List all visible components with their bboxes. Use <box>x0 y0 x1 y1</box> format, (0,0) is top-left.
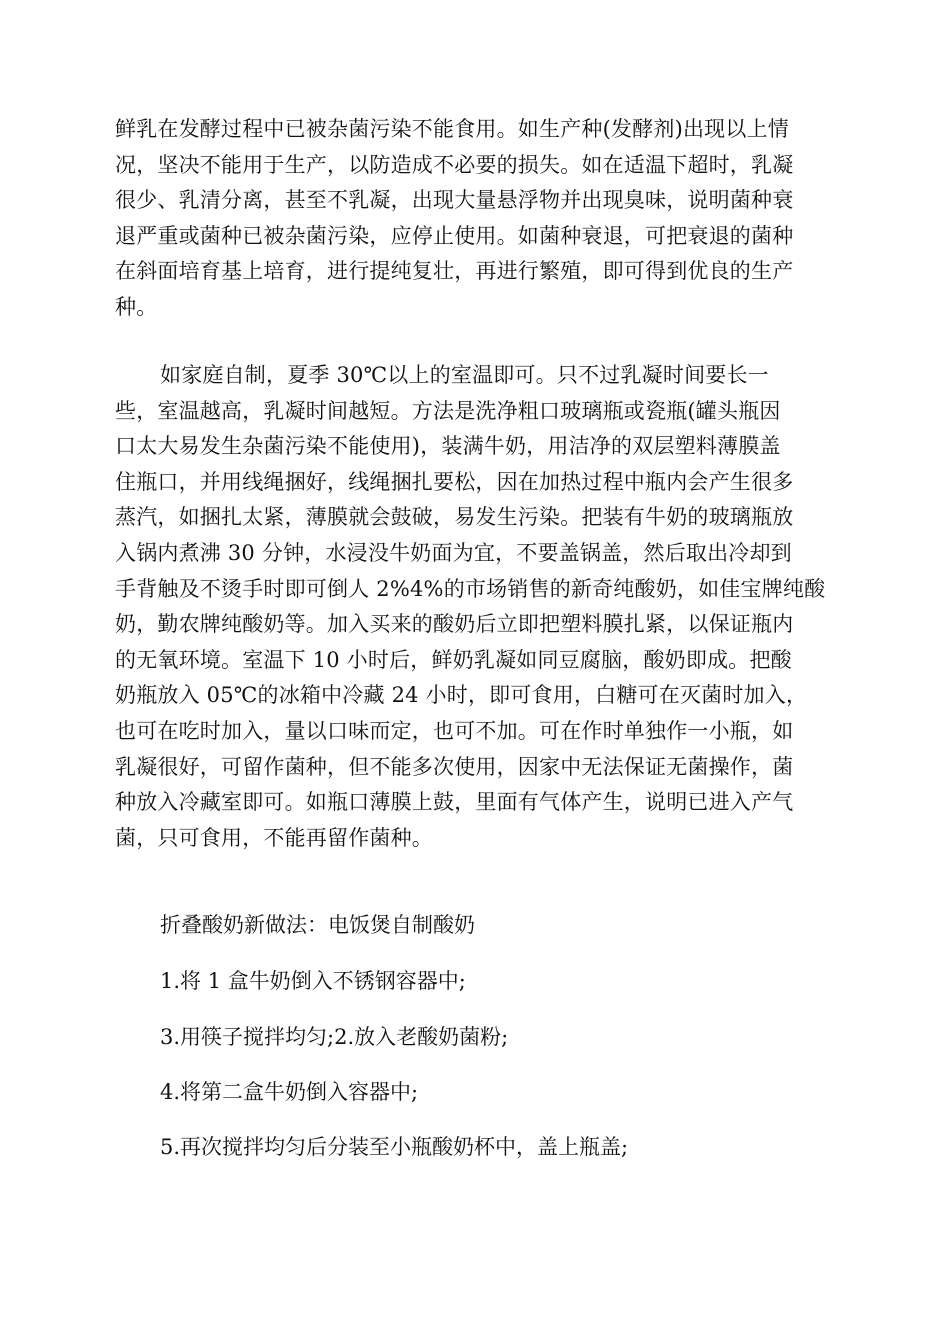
section-heading: 折叠酸奶新做法：电饭煲自制酸奶 <box>160 913 475 937</box>
text-line: 口太大易发生杂菌污染不能使用)，装满牛奶，用洁净的双层塑料薄膜盖 <box>115 434 781 459</box>
text-line: 菌，只可食用，不能再留作菌种。 <box>115 825 433 850</box>
text-line: 在斜面培育基上培育，进行提纯复壮，再进行繁殖，即可得到优良的生产 <box>115 259 794 284</box>
text-line: 乳凝很好，可留作菌种，但不能多次使用，因家中无法保证无菌操作，菌 <box>115 754 794 779</box>
text-line: 的无氧环境。室温下 10 小时后，鲜奶乳凝如同豆腐脑，酸奶即成。把酸 <box>115 647 792 672</box>
text-line: 些，室温越高，乳凝时间越短。方法是洗净粗口玻璃瓶或瓷瓶(罐头瓶因 <box>115 398 781 423</box>
paragraph-home-method <box>115 358 835 856</box>
text-line: 奶瓶放入 05℃的冰箱中冷藏 24 小时，即可食用，白糖可在灭菌时加入， <box>115 683 808 708</box>
text-line: 很少、乳清分离，甚至不乳凝，出现大量悬浮物并出现臭味，说明菌种衰 <box>115 188 794 213</box>
step-item: 3.用筷子搅拌均匀;2.放入老酸奶菌粉; <box>160 1025 509 1049</box>
text-line: 种放入冷藏室即可。如瓶口薄膜上鼓，里面有气体产生，说明已进入产气 <box>115 790 794 815</box>
text-line: 蒸汽，如捆扎太紧，薄膜就会鼓破，易发生污染。把装有牛奶的玻璃瓶放 <box>115 505 794 530</box>
text-line: 种。 <box>115 294 158 319</box>
text-line: 也可在吃时加入，量以口味而定，也可不加。可在作时单独作一小瓶，如 <box>115 718 794 743</box>
paragraph-contamination <box>115 112 835 326</box>
text-line: 况，坚决不能用于生产，以防造成不必要的损失。如在适温下超时，乳凝 <box>115 152 794 177</box>
text-line: 鲜乳在发酵过程中已被杂菌污染不能食用。如生产种(发酵剂)出现以上情 <box>115 117 789 141</box>
text-line: 手背触及不烫手时即可倒人 2%4%的市场销售的新奇纯酸奶，如佳宝牌纯酸 <box>115 576 826 601</box>
step-item: 5.再次搅拌均匀后分装至小瓶酸奶杯中，盖上瓶盖; <box>160 1135 629 1159</box>
step-item: 1.将 1 盒牛奶倒入不锈钢容器中; <box>160 969 466 993</box>
text-line: 奶，勤农牌纯酸奶等。加入买来的酸奶后立即把塑料膜扎紧，以保证瓶内 <box>115 612 794 637</box>
text-line: 退严重或菌种已被杂菌污染，应停止使用。如菌种衰退，可把衰退的菌种 <box>115 223 794 248</box>
text-line: 住瓶口，并用线绳捆好，线绳捆扎要松，因在加热过程中瓶内会产生很多 <box>115 469 794 494</box>
text-line: 如家庭自制，夏季 30℃以上的室温即可。只不过乳凝时间要长一 <box>160 363 769 387</box>
step-item: 4.将第二盒牛奶倒入容器中; <box>160 1080 419 1104</box>
text-line: 入锅内煮沸 30 分钟，水浸没牛奶面为宜，不要盖锅盖，然后取出冷却到 <box>115 540 792 565</box>
